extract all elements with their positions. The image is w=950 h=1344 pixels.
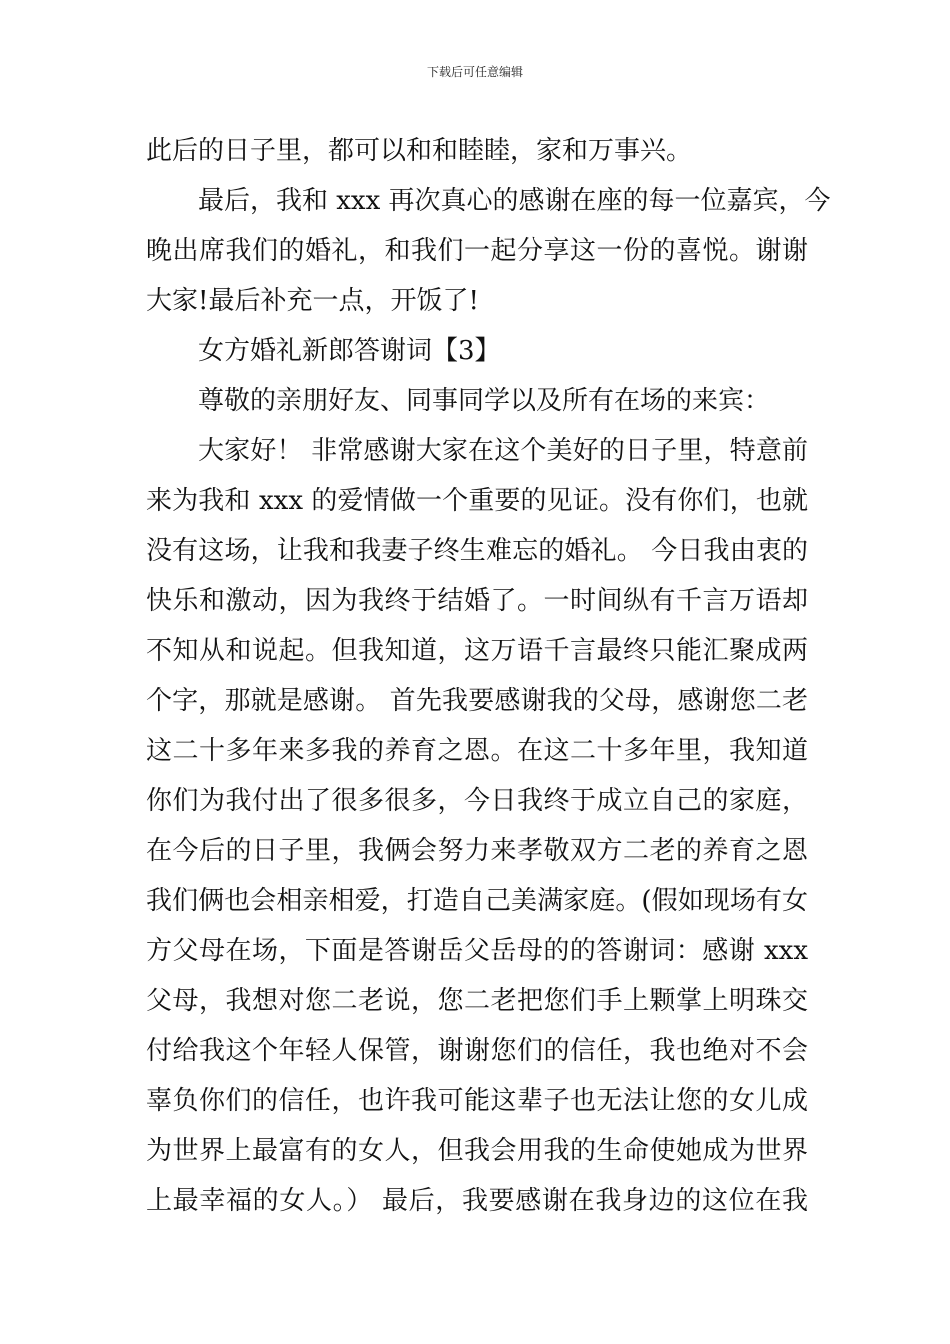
text-line: 晚出席我们的婚礼，和我们一起分享这一份的喜悦。谢谢 <box>146 236 808 266</box>
text-line: 大家!最后补充一点，开饭了! <box>146 286 479 316</box>
text-line: 为世界上最富有的女人，但我会用我的生命使她成为世界 <box>146 1136 808 1166</box>
text-line: 最后，我和 xxx 再次真心的感谢在座的每一位嘉宾，今 <box>198 186 831 216</box>
text-line: 父母，我想对您二老说，您二老把您们手上颗掌上明珠交 <box>146 986 808 1016</box>
text-line: 快乐和激动，因为我终于结婚了。一时间纵有千言万语却 <box>146 586 808 616</box>
text-line: 来为我和 xxx 的爱情做一个重要的见证。没有你们，也就 <box>146 486 808 516</box>
text-line: 没有这场，让我和我妻子终生难忘的婚礼。 今日我由衷的 <box>146 536 808 566</box>
text-line: 这二十多年来多我的养育之恩。在这二十多年里，我知道 <box>146 736 808 766</box>
text-line: 你们为我付出了很多很多，今日我终于成立自己的家庭， <box>146 786 808 816</box>
text-line: 我们俩也会相亲相爱，打造自己美满家庭。(假如现场有女 <box>146 886 808 916</box>
document-body <box>146 126 831 1226</box>
text-line: 大家好！ 非常感谢大家在这个美好的日子里，特意前 <box>198 436 808 466</box>
text-line: 个字，那就是感谢。 首先我要感谢我的父母，感谢您二老 <box>146 686 808 716</box>
text-line: 付给我这个年轻人保管，谢谢您们的信任，我也绝对不会 <box>146 1036 808 1066</box>
page-header: 下载后可任意编辑 <box>426 65 523 79</box>
text-line: 在今后的日子里，我俩会努力来孝敬双方二老的养育之恩 <box>146 836 808 866</box>
text-line: 此后的日子里，都可以和和睦睦，家和万事兴。 <box>146 136 693 166</box>
text-line: 不知从和说起。但我知道，这万语千言最终只能汇聚成两 <box>146 636 808 666</box>
salutation-line: 尊敬的亲朋好友、同事同学以及所有在场的来宾： <box>198 386 771 416</box>
text-line: 上最幸福的女人。） 最后，我要感谢在我身边的这位在我 <box>146 1186 808 1216</box>
text-line: 辜负你们的信任，也许我可能这辈子也无法让您的女儿成 <box>146 1086 808 1116</box>
section-heading: 女方婚礼新郎答谢词【3】 <box>198 336 501 366</box>
text-line: 方父母在场，下面是答谢岳父岳母的的答谢词：感谢 xxx <box>146 936 808 966</box>
